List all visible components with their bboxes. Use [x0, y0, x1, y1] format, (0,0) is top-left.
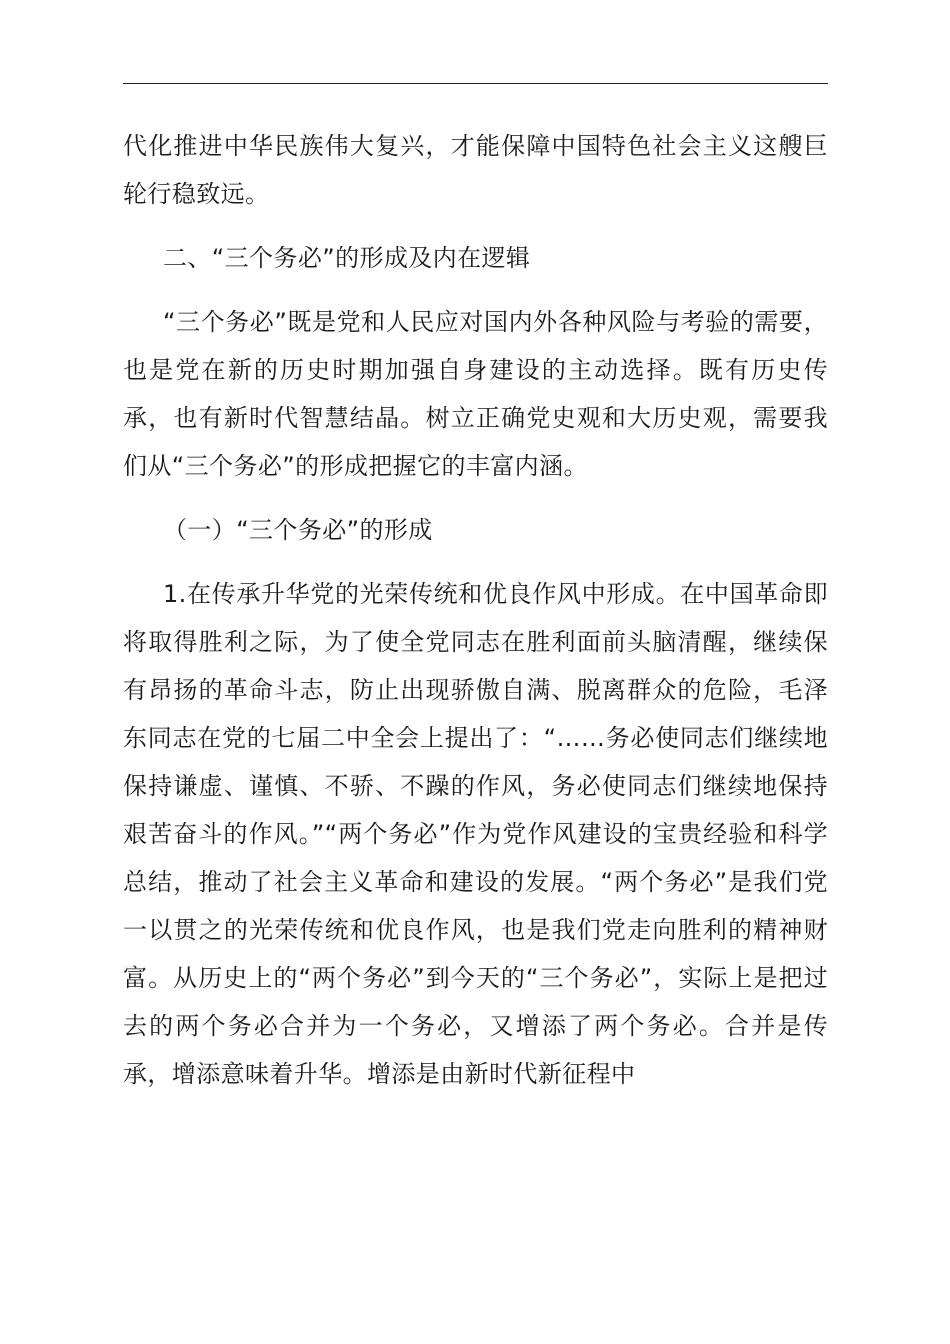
paragraph-continued: 代化推进中华民族伟大复兴，才能保障中国特色社会主义这艘巨轮行稳致远。	[123, 132, 828, 208]
paragraph-intro: “三个务必”既是党和人民应对国内外各种风险与考验的需要，也是党在新的历史时期加强自身建设的主动选择。既有历史传承，也有新时代智慧结晶。树立正确党史观和大历史观，需要我们从“三个务必”的形成把握它的丰富内涵。	[123, 308, 828, 480]
header-rule	[123, 83, 828, 84]
document-body	[123, 122, 828, 1098]
section-heading: 二、“三个务必”的形成及内在逻辑	[163, 244, 531, 272]
paragraph-point-1: 1.在传承升华党的光荣传统和优良作风中形成。在中国革命即将取得胜利之际，为了使全党同志在胜利面前头脑清醒，继续保有昂扬的革命斗志，防止出现骄傲自满、脱离群众的危险，毛泽东同志在党的七届二中全会上提出了：“……务必使同志们继续地保持谦虚、谨慎、不骄、不躁的作风，务必使同志们继续地保持艰苦奋斗的作风。”“两个务必”作为党作风建设的宝贵经验和科学总结，推动了社会主义革命和建设的发展。“两个务必”是我们党一以贯之的光荣传统和优良作风，也是我们党走向胜利的精神财富。从历史上的“两个务必”到今天的“三个务必”，实际上是把过去的两个务必合并为一个务必，又增添了两个务必。合并是传承，增添意味着升华。增添是由新时代新征程中	[123, 580, 828, 1088]
subsection-heading: （一）“三个务必”的形成	[163, 516, 433, 544]
